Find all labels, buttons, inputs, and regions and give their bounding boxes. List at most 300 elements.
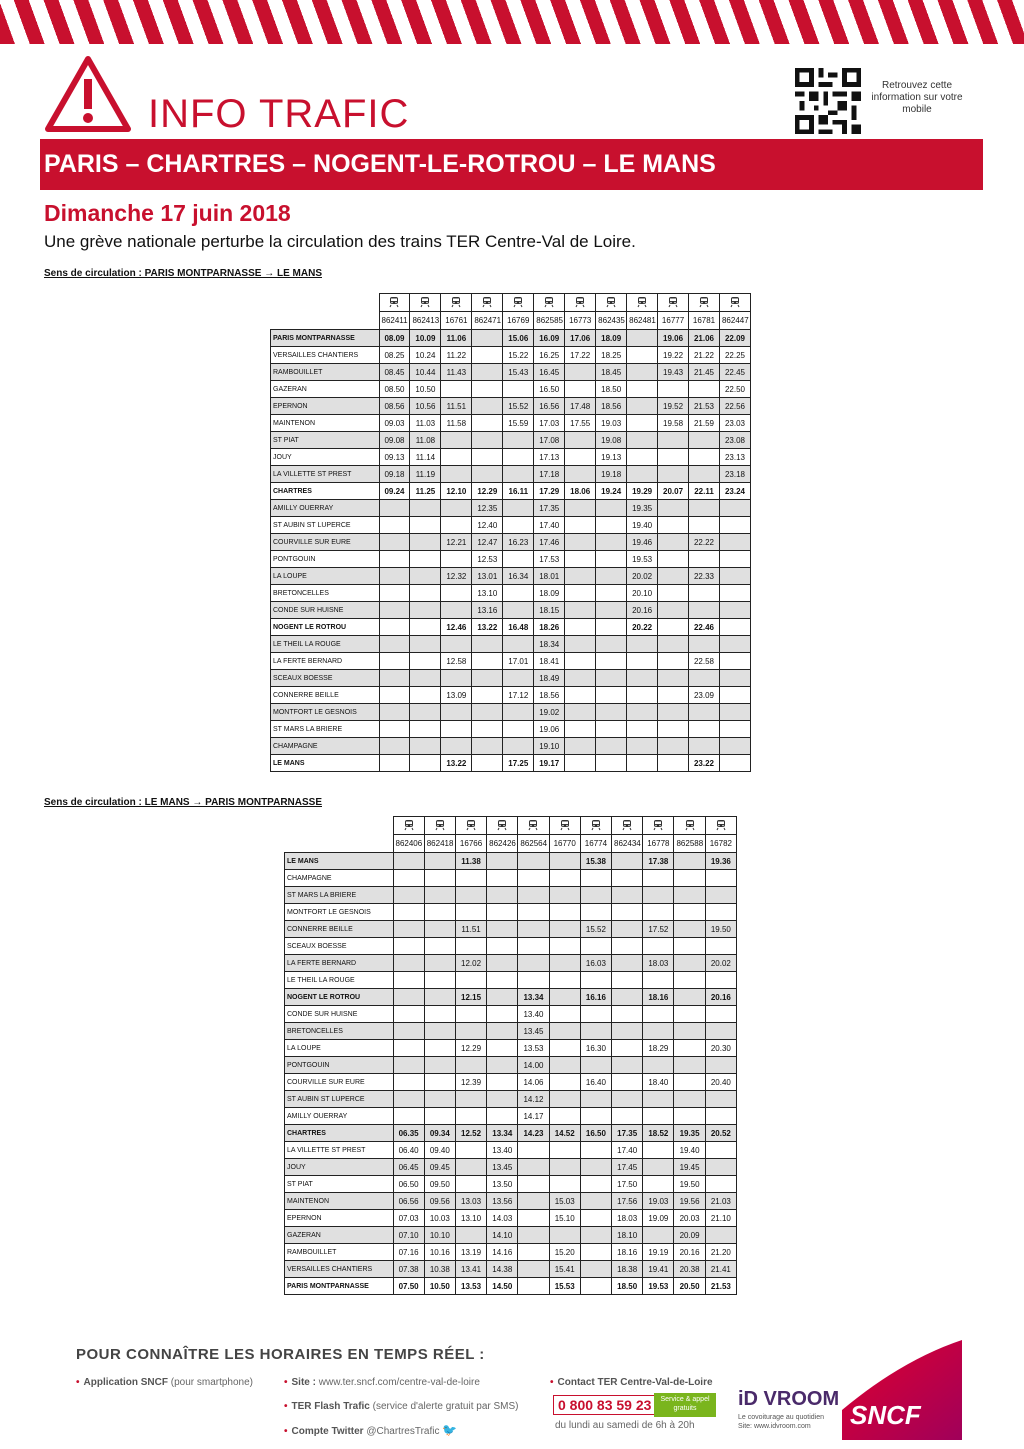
time-cell: 16.25 [534, 347, 565, 364]
time-cell: 12.53 [472, 551, 503, 568]
time-cell [549, 1023, 580, 1040]
station-name: VERSAILLES CHANTIERS [271, 347, 380, 364]
time-cell: 13.53 [518, 1040, 549, 1057]
time-cell [424, 938, 455, 955]
header-blank-cell [271, 294, 380, 312]
time-cell [674, 853, 705, 870]
idvroom-logo[interactable]: iD VROOM [738, 1388, 840, 1410]
station-name: SCEAUX BOESSE [285, 938, 394, 955]
time-cell [658, 704, 689, 721]
time-cell [518, 1159, 549, 1176]
time-cell [580, 1091, 611, 1108]
time-cell [705, 1091, 736, 1108]
station-name: CHAMPAGNE [271, 738, 380, 755]
time-cell: 11.08 [410, 432, 441, 449]
time-cell: 11.43 [441, 364, 472, 381]
time-cell: 12.39 [455, 1074, 486, 1091]
time-cell [580, 972, 611, 989]
time-cell: 18.26 [534, 619, 565, 636]
disruption-message: Une grève nationale perturbe la circulation des trains TER Centre-Val de Loire. [44, 232, 636, 251]
time-cell [549, 938, 580, 955]
footer-flash-trafic[interactable]: • TER Flash Trafic (service d'alerte gratuit par SMS) [284, 1401, 519, 1412]
table-row [271, 551, 751, 568]
time-cell: 18.52 [643, 1125, 674, 1142]
train-number: 862434 [612, 835, 643, 853]
time-cell [658, 636, 689, 653]
station-name: RAMBOUILLET [271, 364, 380, 381]
time-cell [518, 1278, 549, 1295]
time-cell [472, 687, 503, 704]
time-cell [658, 381, 689, 398]
time-cell: 22.56 [719, 398, 750, 415]
time-cell: 21.06 [689, 330, 720, 347]
table-row [271, 364, 751, 381]
time-cell [689, 704, 720, 721]
table-row [271, 721, 751, 738]
time-cell [455, 904, 486, 921]
time-cell [549, 853, 580, 870]
time-cell: 19.03 [596, 415, 627, 432]
time-cell [518, 1261, 549, 1278]
time-cell [487, 1074, 518, 1091]
table-row [285, 1193, 737, 1210]
train-icon-cell [627, 294, 658, 312]
train-icon-cell [689, 294, 720, 312]
table-row [271, 687, 751, 704]
time-cell [393, 887, 424, 904]
time-cell: 17.25 [503, 755, 534, 772]
time-cell [441, 500, 472, 517]
time-cell: 13.45 [487, 1159, 518, 1176]
footer-app[interactable]: • Application SNCF (pour smartphone) [76, 1377, 254, 1388]
info-trafic-title: INFO TRAFIC [148, 92, 410, 136]
time-cell [503, 517, 534, 534]
time-cell [580, 1193, 611, 1210]
time-cell [549, 1091, 580, 1108]
time-cell: 13.40 [518, 1006, 549, 1023]
time-cell [379, 619, 410, 636]
time-cell: 11.38 [455, 853, 486, 870]
time-cell: 17.03 [534, 415, 565, 432]
station-name: NOGENT LE ROTROU [271, 619, 380, 636]
time-cell: 12.15 [455, 989, 486, 1006]
time-cell [455, 870, 486, 887]
station-name: MONTFORT LE GESNOIS [271, 704, 380, 721]
time-cell [487, 1108, 518, 1125]
time-cell: 22.45 [719, 364, 750, 381]
time-cell: 09.08 [379, 432, 410, 449]
time-cell: 14.17 [518, 1108, 549, 1125]
time-cell: 19.45 [674, 1159, 705, 1176]
time-cell [379, 568, 410, 585]
time-cell [705, 870, 736, 887]
time-cell [518, 921, 549, 938]
time-cell [674, 972, 705, 989]
footer-site[interactable]: • Site : www.ter.sncf.com/centre-val-de-loire [284, 1377, 480, 1388]
footer-title: POUR CONNAÎTRE LES HORAIRES EN TEMPS RÉEL : [76, 1346, 485, 1363]
time-cell [627, 398, 658, 415]
time-cell [643, 1023, 674, 1040]
station-name: LA LOUPE [285, 1040, 394, 1057]
train-icon-cell [612, 817, 643, 835]
time-cell: 18.01 [534, 568, 565, 585]
time-cell [627, 466, 658, 483]
table-row [285, 972, 737, 989]
time-cell [689, 636, 720, 653]
time-cell: 17.38 [643, 853, 674, 870]
time-cell: 12.40 [472, 517, 503, 534]
time-cell [627, 381, 658, 398]
time-cell [719, 636, 750, 653]
time-cell: 06.45 [393, 1159, 424, 1176]
time-cell [627, 449, 658, 466]
time-cell [658, 449, 689, 466]
time-cell [596, 602, 627, 619]
footer-contact: • Contact TER Centre-Val-de-Loire [550, 1377, 713, 1388]
time-cell [643, 1142, 674, 1159]
train-number: 862471 [472, 312, 503, 330]
time-cell [565, 619, 596, 636]
time-cell: 19.19 [643, 1244, 674, 1261]
time-cell [518, 1193, 549, 1210]
table-row [285, 853, 737, 870]
time-cell: 19.10 [534, 738, 565, 755]
bullet-icon: • [284, 1426, 288, 1437]
time-cell [455, 1142, 486, 1159]
table-row [271, 449, 751, 466]
time-cell: 14.23 [518, 1125, 549, 1142]
time-cell: 15.03 [549, 1193, 580, 1210]
time-cell: 22.25 [719, 347, 750, 364]
contact-phone[interactable]: 0 800 83 59 23 [553, 1395, 656, 1415]
train-number: 862588 [674, 835, 705, 853]
time-cell: 19.50 [674, 1176, 705, 1193]
train-icon [621, 819, 633, 831]
time-cell: 21.20 [705, 1244, 736, 1261]
time-cell [424, 1057, 455, 1074]
time-cell [565, 704, 596, 721]
train-icon [729, 296, 741, 308]
time-cell: 13.34 [487, 1125, 518, 1142]
station-name: GAZERAN [271, 381, 380, 398]
station-name: NOGENT LE ROTROU [285, 989, 394, 1006]
station-name: LA VILLETTE ST PREST [285, 1142, 394, 1159]
footer-twitter[interactable]: • Compte Twitter @ChartresTrafic 🐦 [284, 1423, 458, 1437]
time-cell [549, 1057, 580, 1074]
train-icon-cell [487, 817, 518, 835]
time-cell: 21.03 [705, 1193, 736, 1210]
time-cell [410, 755, 441, 772]
time-cell: 13.45 [518, 1023, 549, 1040]
time-cell [518, 1142, 549, 1159]
time-cell [503, 432, 534, 449]
time-cell [487, 887, 518, 904]
time-cell [518, 853, 549, 870]
time-cell: 17.45 [612, 1159, 643, 1176]
time-cell: 16.09 [534, 330, 565, 347]
time-cell [518, 955, 549, 972]
date-heading: Dimanche 17 juin 2018 [44, 200, 291, 226]
time-cell [596, 755, 627, 772]
train-icon [652, 819, 664, 831]
time-cell [565, 551, 596, 568]
time-cell: 21.22 [689, 347, 720, 364]
time-cell: 13.01 [472, 568, 503, 585]
train-icon [636, 296, 648, 308]
station-name: PARIS MONTPARNASSE [271, 330, 380, 347]
time-cell: 13.40 [487, 1142, 518, 1159]
time-cell [565, 721, 596, 738]
time-cell [518, 938, 549, 955]
time-cell [379, 585, 410, 602]
time-cell [549, 921, 580, 938]
station-name: ST MARS LA BRIERE [285, 887, 394, 904]
time-cell [658, 432, 689, 449]
time-cell: 19.36 [705, 853, 736, 870]
time-cell: 17.55 [565, 415, 596, 432]
time-cell [580, 870, 611, 887]
time-cell: 20.16 [674, 1244, 705, 1261]
table-row [285, 938, 737, 955]
time-cell [612, 1006, 643, 1023]
time-cell [487, 1023, 518, 1040]
time-cell: 16.48 [503, 619, 534, 636]
time-cell [596, 568, 627, 585]
time-cell [627, 755, 658, 772]
time-cell: 23.08 [719, 432, 750, 449]
time-cell [580, 1159, 611, 1176]
train-icon [450, 296, 462, 308]
time-cell [503, 704, 534, 721]
station-name: PARIS MONTPARNASSE [285, 1278, 394, 1295]
table-row [285, 1210, 737, 1227]
time-cell [643, 1006, 674, 1023]
time-cell [410, 653, 441, 670]
table-row [285, 1057, 737, 1074]
time-cell: 15.22 [503, 347, 534, 364]
time-cell: 20.02 [627, 568, 658, 585]
time-cell: 10.09 [410, 330, 441, 347]
table-row [271, 381, 751, 398]
time-cell: 13.19 [455, 1244, 486, 1261]
table-row [285, 921, 737, 938]
table-row [271, 330, 751, 347]
time-cell [549, 904, 580, 921]
time-cell [643, 870, 674, 887]
time-cell [393, 938, 424, 955]
train-number: 16778 [643, 835, 674, 853]
time-cell [472, 381, 503, 398]
station-name: COURVILLE SUR EURE [271, 534, 380, 551]
time-cell [612, 887, 643, 904]
time-cell [689, 551, 720, 568]
time-cell: 21.45 [689, 364, 720, 381]
time-cell [455, 1006, 486, 1023]
time-cell: 09.03 [379, 415, 410, 432]
time-cell: 17.50 [612, 1176, 643, 1193]
time-cell [612, 972, 643, 989]
time-cell: 16.23 [503, 534, 534, 551]
time-cell [424, 904, 455, 921]
time-cell: 22.09 [719, 330, 750, 347]
time-cell: 09.18 [379, 466, 410, 483]
time-cell [658, 687, 689, 704]
time-cell [503, 551, 534, 568]
time-cell [658, 738, 689, 755]
time-cell [487, 989, 518, 1006]
time-cell [424, 955, 455, 972]
time-cell [705, 1023, 736, 1040]
train-icon [434, 819, 446, 831]
time-cell: 11.58 [441, 415, 472, 432]
time-cell [410, 721, 441, 738]
time-cell [393, 1108, 424, 1125]
time-cell: 20.16 [627, 602, 658, 619]
time-cell [658, 585, 689, 602]
time-cell [518, 904, 549, 921]
time-cell: 23.24 [719, 483, 750, 500]
time-cell: 17.48 [565, 398, 596, 415]
route-banner [40, 139, 983, 190]
time-cell: 10.16 [424, 1244, 455, 1261]
time-cell: 15.06 [503, 330, 534, 347]
time-cell [719, 687, 750, 704]
table-row [285, 1261, 737, 1278]
train-icon-cell [518, 817, 549, 835]
station-name: ST AUBIN ST LUPERCE [285, 1091, 394, 1108]
time-cell [705, 1159, 736, 1176]
time-cell [441, 466, 472, 483]
time-cell [424, 989, 455, 1006]
time-cell [487, 853, 518, 870]
bullet-icon: • [284, 1401, 288, 1412]
train-number: 16761 [441, 312, 472, 330]
time-cell [612, 1023, 643, 1040]
time-cell: 19.18 [596, 466, 627, 483]
time-cell: 06.40 [393, 1142, 424, 1159]
train-icon [590, 819, 602, 831]
time-cell [689, 670, 720, 687]
bullet-icon: • [550, 1377, 554, 1388]
time-cell: 08.09 [379, 330, 410, 347]
train-icon-cell [549, 817, 580, 835]
time-cell: 10.10 [424, 1227, 455, 1244]
station-name: MAINTENON [271, 415, 380, 432]
time-cell [689, 466, 720, 483]
time-cell: 15.53 [549, 1278, 580, 1295]
time-cell: 16.40 [580, 1074, 611, 1091]
time-cell [455, 1159, 486, 1176]
qr-code-icon[interactable] [793, 68, 863, 134]
time-cell: 12.21 [441, 534, 472, 551]
time-cell: 15.52 [580, 921, 611, 938]
time-cell: 16.30 [580, 1040, 611, 1057]
table-row [285, 1278, 737, 1295]
station-name: ST PIAT [285, 1176, 394, 1193]
time-cell [472, 738, 503, 755]
table-row [285, 1125, 737, 1142]
time-cell [658, 721, 689, 738]
time-cell [674, 904, 705, 921]
table-row [271, 534, 751, 551]
time-cell [705, 1176, 736, 1193]
time-cell [612, 955, 643, 972]
time-cell [627, 670, 658, 687]
time-cell [580, 1210, 611, 1227]
route-title: PARIS – CHARTRES – NOGENT-LE-ROTROU – LE MANS [44, 150, 716, 178]
time-cell: 13.10 [455, 1210, 486, 1227]
time-cell: 18.34 [534, 636, 565, 653]
train-icon-cell [674, 817, 705, 835]
time-cell [689, 449, 720, 466]
time-cell [674, 1091, 705, 1108]
time-cell [719, 670, 750, 687]
time-cell [549, 1006, 580, 1023]
station-name: MONTFORT LE GESNOIS [285, 904, 394, 921]
time-cell [410, 738, 441, 755]
time-cell [658, 568, 689, 585]
time-cell [455, 1108, 486, 1125]
time-cell: 19.43 [658, 364, 689, 381]
time-cell [674, 887, 705, 904]
time-cell [441, 636, 472, 653]
train-icon [403, 819, 415, 831]
time-cell: 19.03 [643, 1193, 674, 1210]
time-cell [393, 1040, 424, 1057]
time-cell: 10.44 [410, 364, 441, 381]
time-cell: 18.50 [612, 1278, 643, 1295]
time-cell [424, 1108, 455, 1125]
time-cell: 15.43 [503, 364, 534, 381]
time-cell [580, 1006, 611, 1023]
train-icon-cell [393, 817, 424, 835]
time-cell: 11.51 [441, 398, 472, 415]
time-cell [689, 381, 720, 398]
time-cell [580, 1176, 611, 1193]
station-name: EPERNON [285, 1210, 394, 1227]
time-cell: 18.10 [612, 1227, 643, 1244]
time-cell [472, 755, 503, 772]
time-cell: 09.13 [379, 449, 410, 466]
time-cell [487, 938, 518, 955]
time-cell [455, 938, 486, 955]
time-cell [565, 364, 596, 381]
time-cell [549, 1176, 580, 1193]
inbound-timetable [284, 816, 737, 1295]
time-cell: 19.17 [534, 755, 565, 772]
time-cell [472, 653, 503, 670]
time-cell: 13.22 [472, 619, 503, 636]
train-icon-cell [534, 294, 565, 312]
time-cell: 08.25 [379, 347, 410, 364]
time-cell [424, 1006, 455, 1023]
time-cell: 19.40 [627, 517, 658, 534]
time-cell [674, 1074, 705, 1091]
time-cell [565, 636, 596, 653]
time-cell [424, 1074, 455, 1091]
station-name: MAINTENON [285, 1193, 394, 1210]
time-cell [565, 755, 596, 772]
train-icon [481, 296, 493, 308]
time-cell [410, 687, 441, 704]
time-cell [689, 517, 720, 534]
time-cell [518, 972, 549, 989]
train-icon-cell [441, 294, 472, 312]
time-cell [580, 904, 611, 921]
time-cell: 20.07 [658, 483, 689, 500]
time-cell [441, 517, 472, 534]
time-cell [627, 415, 658, 432]
